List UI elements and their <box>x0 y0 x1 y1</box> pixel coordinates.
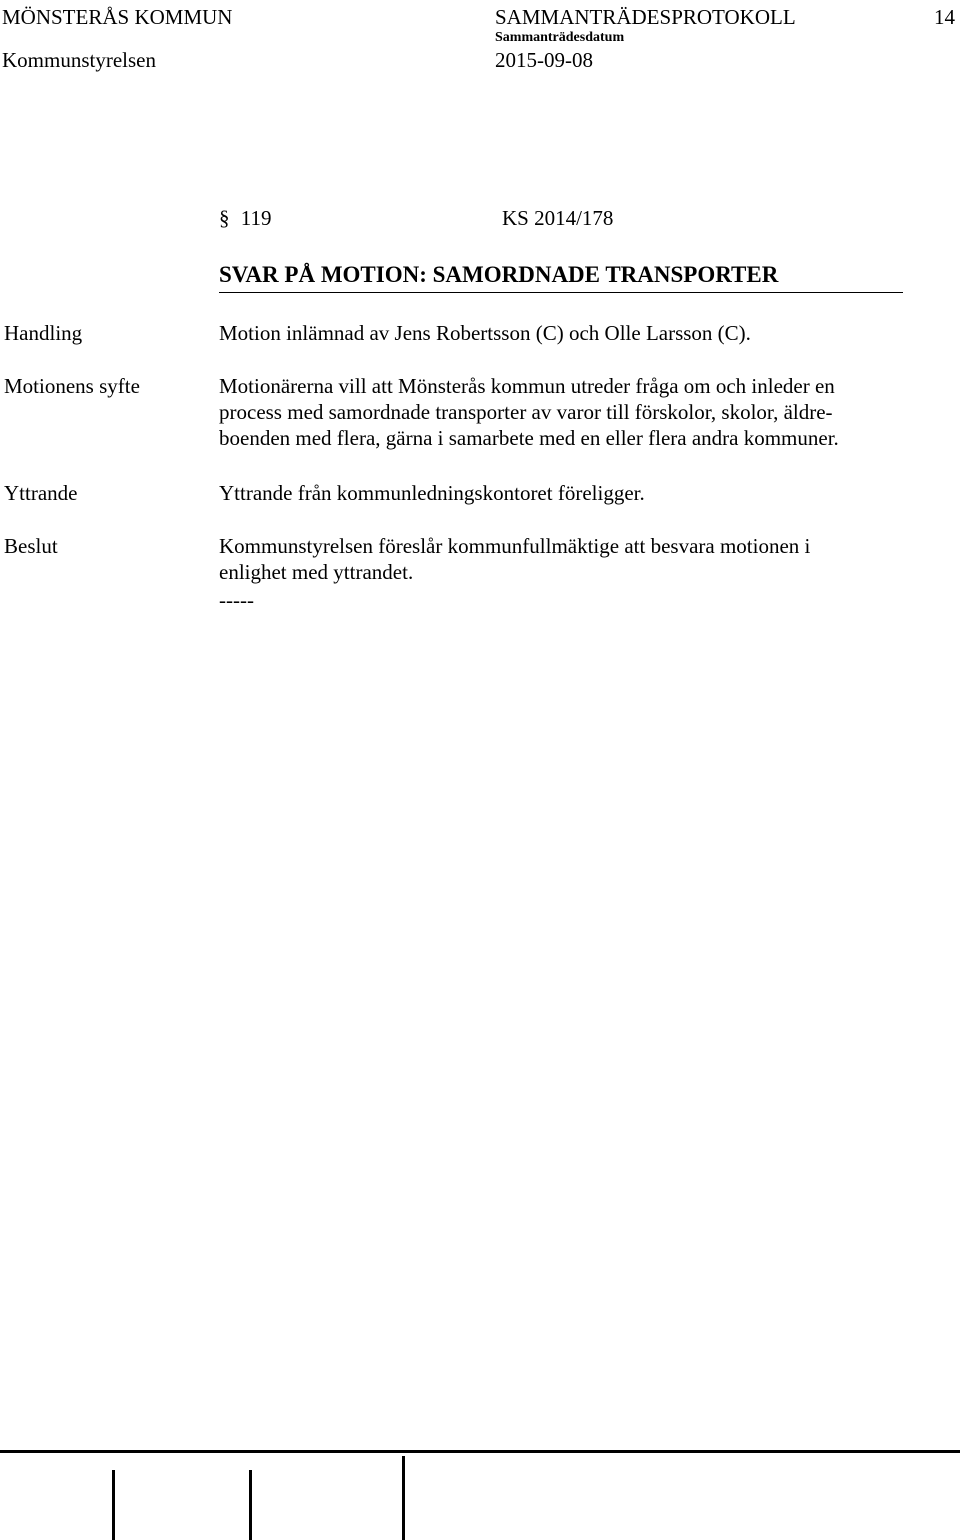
meeting-date: 2015-09-08 <box>495 48 593 72</box>
case-number: KS 2014/178 <box>502 206 614 230</box>
title-underline <box>219 292 903 293</box>
signature-box-divider <box>402 1456 405 1540</box>
label-beslut: Beslut <box>4 534 58 558</box>
signature-box-top-rule <box>0 1450 960 1453</box>
beslut-text <box>219 533 810 585</box>
body-name: Kommunstyrelsen <box>2 48 156 72</box>
signature-box-divider <box>249 1470 252 1540</box>
syfte-text <box>219 373 839 451</box>
section-number <box>219 206 271 230</box>
syfte-line: Motionärerna vill att Mönsterås kommun utreder fråga om och inleder en <box>219 374 835 398</box>
item-title: SVAR PÅ MOTION: SAMORDNADE TRANSPORTER <box>219 262 779 287</box>
yttrande-text: Yttrande från kommunledningskontoret föreligger. <box>219 481 645 505</box>
section-number-value: 119 <box>240 206 272 230</box>
organization-name: MÖNSTERÅS KOMMUN <box>2 5 233 29</box>
beslut-line: enlighet med yttrandet. <box>219 560 414 584</box>
document-type: SAMMANTRÄDESPROTOKOLL <box>495 5 796 29</box>
signature-box-divider <box>112 1470 115 1540</box>
label-handling: Handling <box>4 321 83 345</box>
handling-text: Motion inlämnad av Jens Robertsson (C) och Olle Larsson (C). <box>219 321 751 345</box>
date-label: Sammanträdesdatum <box>495 30 625 45</box>
label-motionens-syfte: Motionens syfte <box>4 374 140 398</box>
end-marker: ----- <box>219 588 254 612</box>
beslut-line: Kommunstyrelsen föreslår kommunfullmäktige att besvara motionen i <box>219 534 811 558</box>
section-symbol: § <box>219 206 230 230</box>
label-yttrande: Yttrande <box>4 481 78 505</box>
page-number: 14 <box>934 5 955 29</box>
syfte-line: boenden med flera, gärna i samarbete med en eller flera andra kommuner. <box>219 426 839 450</box>
syfte-line: process med samordnade transporter av varor till förskolor, skolor, äldre- <box>219 400 833 424</box>
